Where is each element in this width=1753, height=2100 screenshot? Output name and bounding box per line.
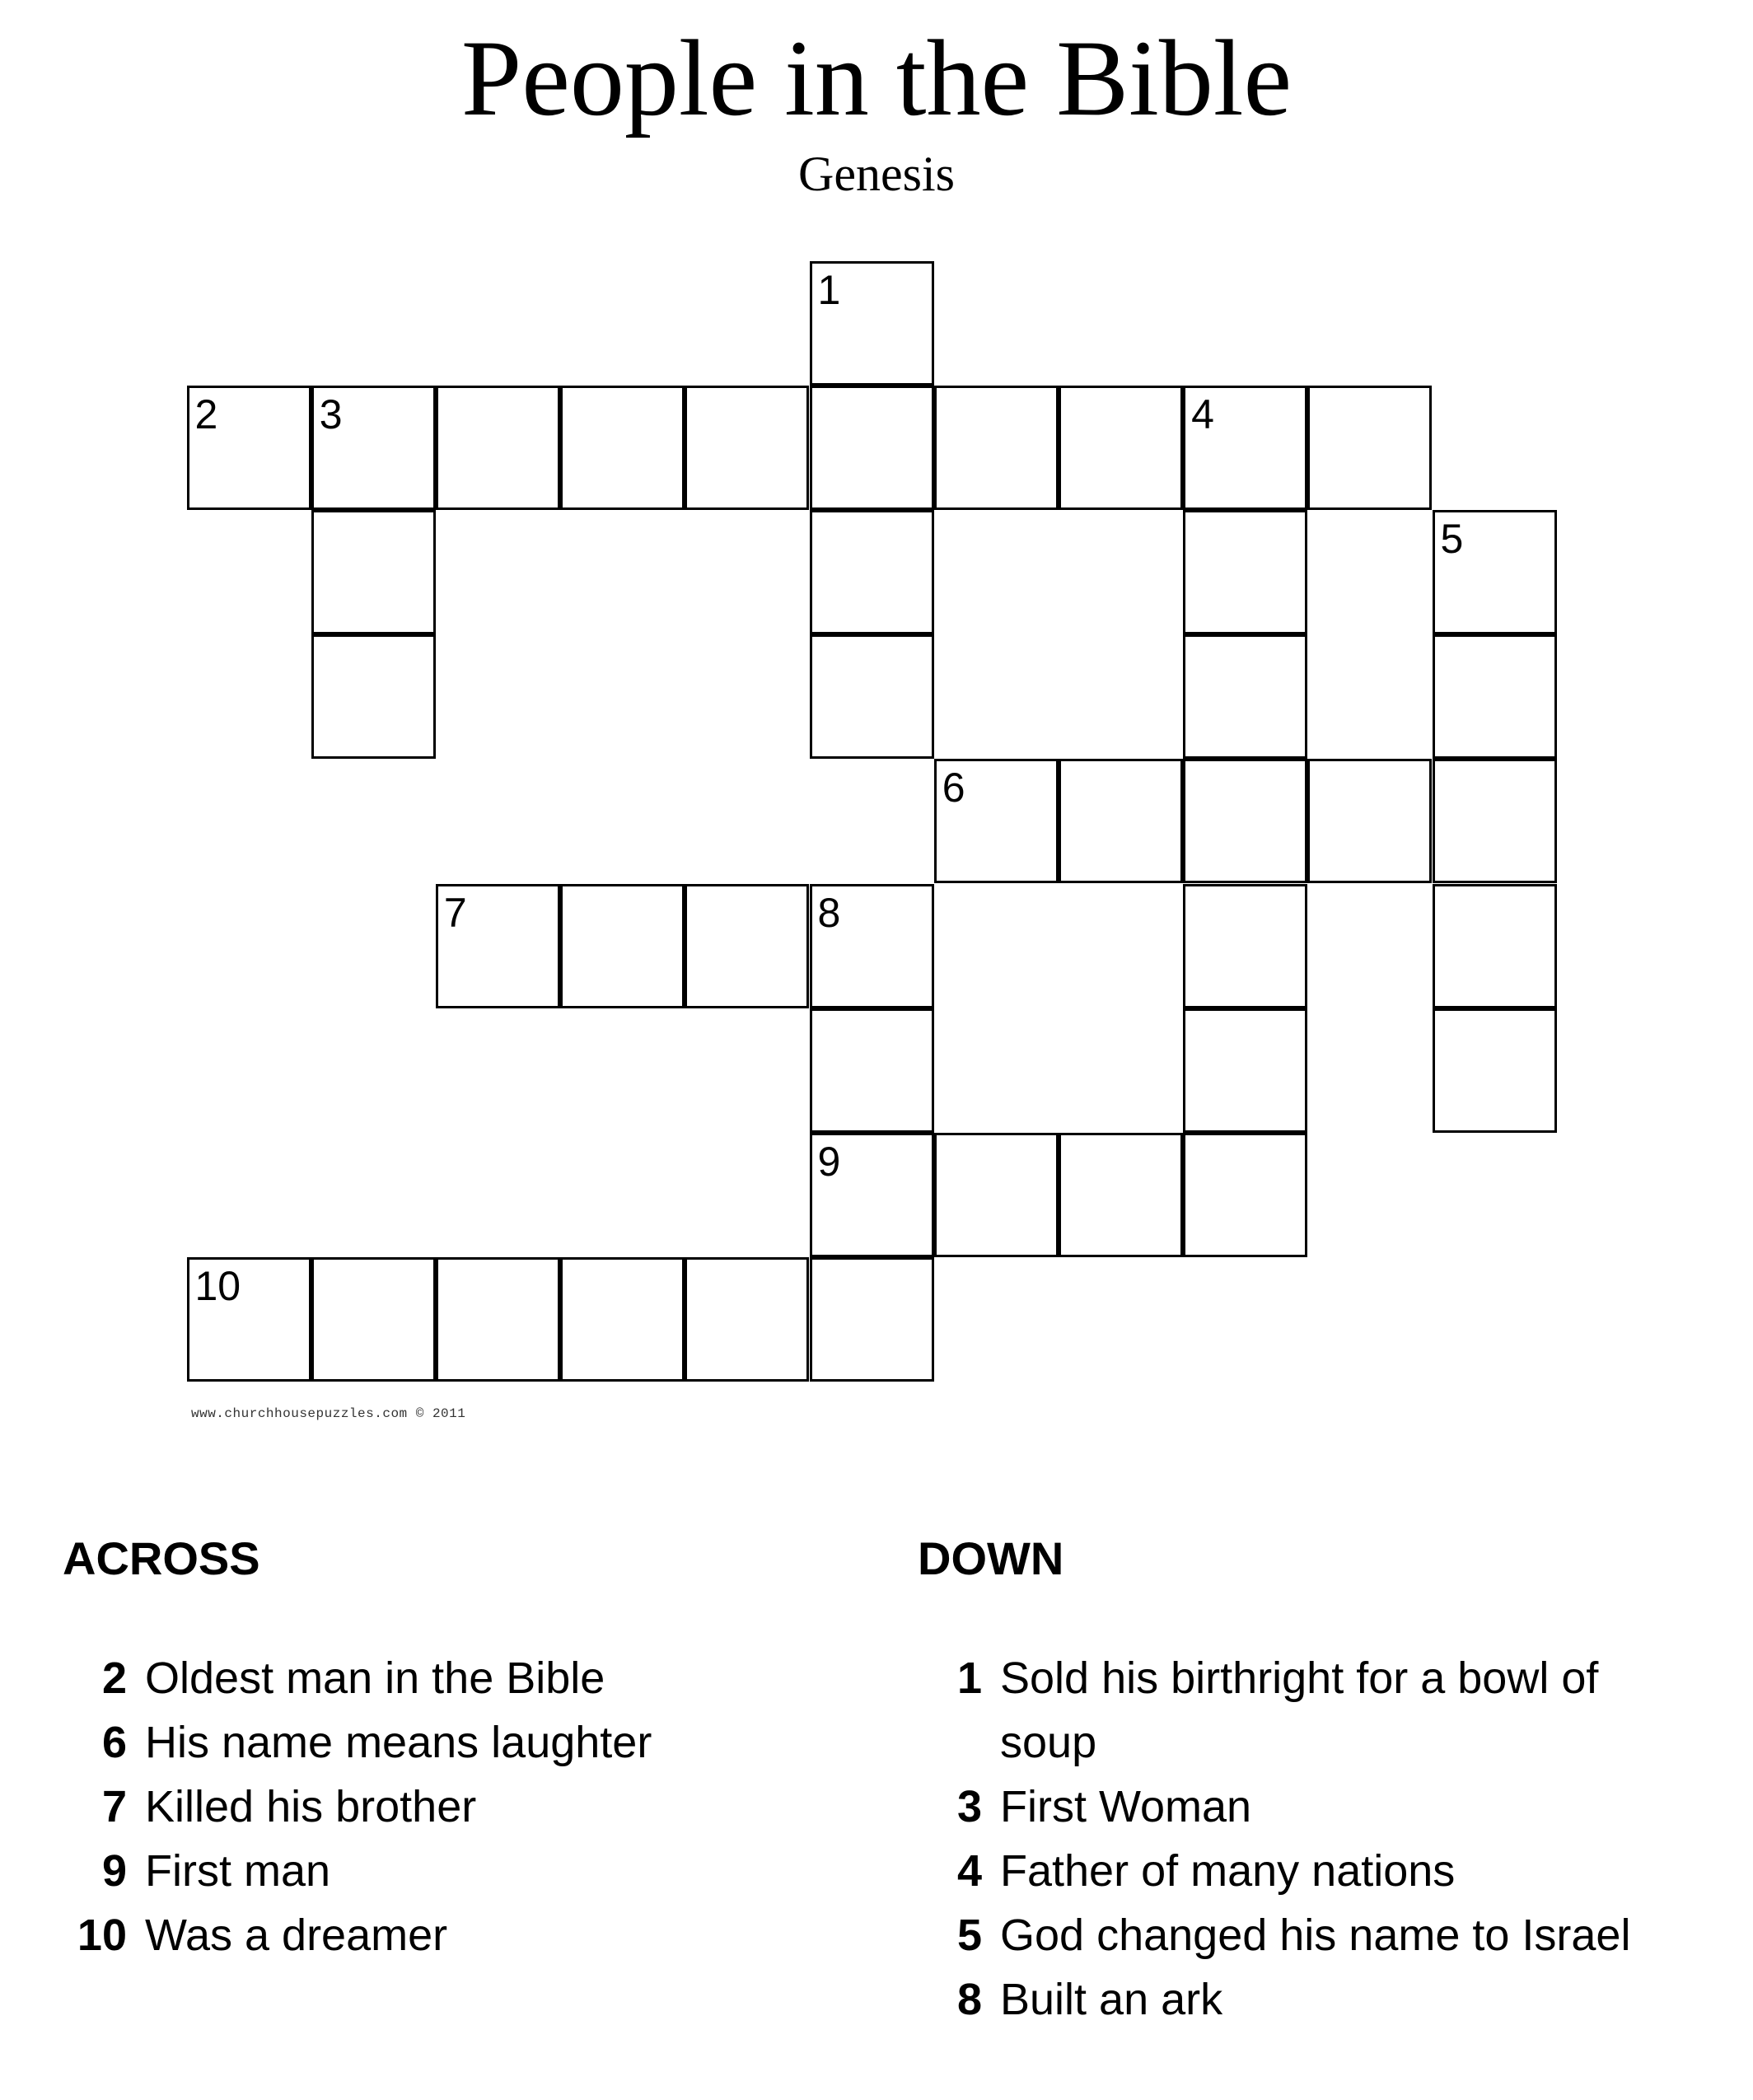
grid-cell[interactable] (1433, 1008, 1557, 1133)
grid-cell[interactable] (1433, 759, 1557, 883)
grid-cell[interactable] (311, 634, 436, 759)
clue-text: Father of many nations (1000, 1846, 1456, 1896)
grid-cell[interactable] (1307, 759, 1432, 883)
grid-cell[interactable] (810, 386, 934, 510)
grid-cell[interactable] (1183, 1133, 1307, 1257)
grid-cell[interactable] (1183, 510, 1307, 634)
clue-number: 6 (101, 1718, 127, 1767)
grid-cell[interactable] (1307, 386, 1432, 510)
cell-number: 6 (942, 765, 965, 811)
clue-text: First Woman (1000, 1782, 1252, 1831)
clue-text: Was a dreamer (145, 1911, 448, 1960)
grid-cell[interactable] (685, 386, 809, 510)
clue-text: Built an ark (1000, 1975, 1223, 2024)
grid-cell[interactable] (1433, 510, 1557, 634)
across-clue (46, 1775, 837, 1839)
grid-cell[interactable] (187, 1257, 311, 1382)
down-heading: DOWN (918, 1532, 1064, 1584)
clue-number: 2 (101, 1653, 127, 1703)
grid-cell[interactable] (1183, 1008, 1307, 1133)
grid-cell[interactable] (1433, 884, 1557, 1008)
clue-number: 8 (956, 1975, 982, 2024)
cell-number: 2 (194, 391, 218, 437)
grid-cell[interactable] (1183, 386, 1307, 510)
across-clue (46, 1710, 837, 1775)
down-clue (901, 1903, 1684, 1967)
grid-cell[interactable] (436, 386, 560, 510)
grid-cell[interactable] (311, 510, 436, 634)
grid-cell[interactable] (810, 1257, 934, 1382)
crossword-grid (188, 262, 1555, 1387)
clue-text: Killed his brother (145, 1782, 477, 1831)
cell-number: 5 (1440, 515, 1464, 562)
down-clue (901, 1967, 1684, 2032)
across-clue (46, 1646, 837, 1710)
clue-number: 7 (101, 1782, 127, 1831)
cell-number: 1 (817, 266, 841, 313)
grid-cell[interactable] (934, 1133, 1059, 1257)
grid-cell[interactable] (1059, 386, 1183, 510)
grid-cell[interactable] (560, 884, 685, 1008)
grid-cell[interactable] (1183, 759, 1307, 883)
down-clue (901, 1839, 1684, 1903)
clue-text: Sold his birthright for a bowl of soup (1000, 1653, 1599, 1767)
across-clue (46, 1903, 837, 1967)
clue-text: His name means laughter (145, 1718, 652, 1767)
grid-cell[interactable] (311, 1257, 436, 1382)
grid-cell[interactable] (810, 634, 934, 759)
grid-cell[interactable] (685, 1257, 809, 1382)
grid-cell[interactable] (685, 884, 809, 1008)
across-clue (46, 1839, 837, 1903)
cell-number: 10 (194, 1263, 241, 1310)
cell-number: 4 (1191, 391, 1214, 437)
cell-number: 3 (319, 391, 343, 437)
grid-cell[interactable] (810, 1133, 934, 1257)
grid-cell[interactable] (934, 386, 1059, 510)
across-clue-list (46, 1646, 837, 1967)
clue-number: 9 (101, 1846, 127, 1896)
grid-cell[interactable] (1183, 634, 1307, 759)
clue-text: God changed his name to Israel (1000, 1911, 1631, 1960)
cell-number: 9 (817, 1138, 841, 1185)
clue-number: 5 (956, 1911, 982, 1960)
clue-number: 1 (956, 1653, 982, 1703)
clue-number: 3 (956, 1782, 982, 1831)
grid-cell[interactable] (810, 261, 934, 386)
cell-number: 7 (443, 889, 467, 936)
puzzle-title: People in the Bible (460, 17, 1293, 138)
grid-cell[interactable] (1183, 884, 1307, 1008)
grid-cell[interactable] (560, 1257, 685, 1382)
grid-cell[interactable] (810, 510, 934, 634)
grid-cell[interactable] (934, 759, 1059, 883)
grid-cell[interactable] (1059, 759, 1183, 883)
cell-number: 8 (817, 889, 841, 936)
grid-cell[interactable] (436, 1257, 560, 1382)
puzzle-subtitle: Genesis (798, 147, 955, 201)
grid-cell[interactable] (1059, 1133, 1183, 1257)
grid-cell[interactable] (810, 884, 934, 1008)
down-clue (901, 1646, 1684, 1775)
down-clue-list (901, 1646, 1684, 2032)
down-clue (901, 1775, 1684, 1839)
grid-cell[interactable] (560, 386, 685, 510)
clue-text: First man (145, 1846, 331, 1896)
grid-cell[interactable] (1433, 634, 1557, 759)
grid-cell[interactable] (810, 1008, 934, 1133)
grid-cell[interactable] (311, 386, 436, 510)
across-heading: ACROSS (63, 1532, 260, 1584)
grid-cell[interactable] (436, 884, 560, 1008)
copyright-footer: www.churchhousepuzzles.com © 2011 (191, 1406, 466, 1421)
grid-cell[interactable] (187, 386, 311, 510)
clue-number: 4 (956, 1846, 982, 1896)
clue-number: 10 (77, 1911, 127, 1960)
clue-text: Oldest man in the Bible (145, 1653, 605, 1703)
